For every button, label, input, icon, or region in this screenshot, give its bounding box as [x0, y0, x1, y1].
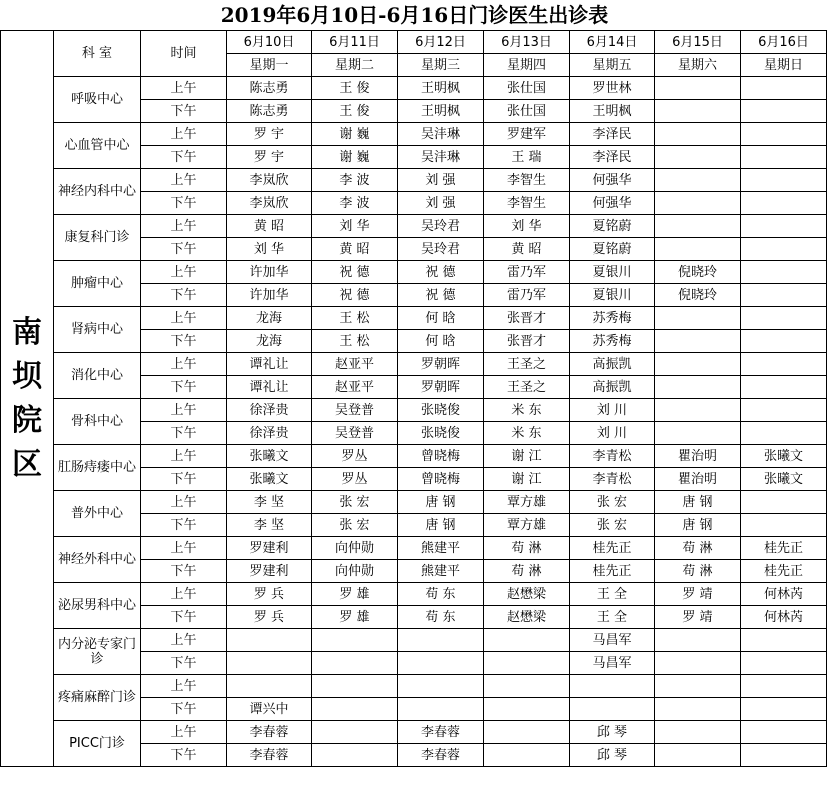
doctor-cell	[741, 238, 827, 261]
doctor-cell	[570, 675, 655, 698]
table-row	[1, 537, 827, 560]
doctor-cell: 罗丛	[312, 445, 398, 468]
doctor-cell: 王 全	[570, 606, 655, 629]
doctor-cell: 李 波	[312, 192, 398, 215]
campus-char: 南	[12, 314, 42, 350]
weekday-header: 星期五	[570, 54, 655, 77]
doctor-cell: 张曦文	[227, 468, 312, 491]
doctor-cell	[741, 376, 827, 399]
doctor-cell	[655, 146, 741, 169]
doctor-cell: 桂先正	[570, 537, 655, 560]
doctor-cell: 赵懋梁	[484, 583, 570, 606]
doctor-cell: 唐 钢	[655, 491, 741, 514]
doctor-cell: 龙海	[227, 307, 312, 330]
doctor-cell: 邱 琴	[570, 721, 655, 744]
doctor-cell	[398, 675, 484, 698]
doctor-cell	[312, 652, 398, 675]
doctor-cell	[312, 721, 398, 744]
session-time: 下午	[141, 422, 227, 445]
session-time: 上午	[141, 261, 227, 284]
doctor-cell: 熊建平	[398, 560, 484, 583]
session-time: 下午	[141, 330, 227, 353]
doctor-cell: 王明枫	[570, 100, 655, 123]
doctor-cell: 张晋才	[484, 307, 570, 330]
department-name: 肾病中心	[54, 307, 141, 353]
session-time: 上午	[141, 445, 227, 468]
doctor-cell: 罗丛	[312, 468, 398, 491]
doctor-cell: 唐 钢	[398, 514, 484, 537]
doctor-cell: 苟 东	[398, 583, 484, 606]
session-time: 上午	[141, 307, 227, 330]
doctor-cell: 王圣之	[484, 353, 570, 376]
doctor-cell	[312, 675, 398, 698]
weekday-header: 星期三	[398, 54, 484, 77]
doctor-cell	[655, 307, 741, 330]
doctor-cell: 李 坚	[227, 514, 312, 537]
doctor-cell	[484, 721, 570, 744]
doctor-cell: 何 晗	[398, 330, 484, 353]
doctor-cell: 谢 巍	[312, 123, 398, 146]
session-time: 上午	[141, 123, 227, 146]
doctor-cell: 李春蓉	[398, 721, 484, 744]
doctor-cell: 张曦文	[227, 445, 312, 468]
doctor-cell: 张晋才	[484, 330, 570, 353]
department-name: 神经外科中心	[54, 537, 141, 583]
doctor-cell: 何强华	[570, 169, 655, 192]
doctor-cell: 苟 淋	[484, 560, 570, 583]
schedule-body	[1, 31, 827, 767]
doctor-cell: 罗朝晖	[398, 353, 484, 376]
doctor-cell: 高振凯	[570, 376, 655, 399]
campus-label	[1, 31, 54, 767]
doctor-cell	[655, 652, 741, 675]
doctor-cell: 黄 昭	[227, 215, 312, 238]
doctor-cell: 桂先正	[741, 537, 827, 560]
campus-char: 区	[12, 446, 42, 482]
doctor-cell: 王明枫	[398, 100, 484, 123]
doctor-cell: 张 宏	[312, 514, 398, 537]
doctor-cell: 吴玲君	[398, 238, 484, 261]
doctor-cell	[398, 652, 484, 675]
session-time: 下午	[141, 606, 227, 629]
doctor-cell: 罗 兵	[227, 606, 312, 629]
doctor-cell	[741, 192, 827, 215]
doctor-cell: 陈志勇	[227, 77, 312, 100]
date-header: 6月13日	[484, 31, 570, 54]
table-row	[1, 261, 827, 284]
doctor-cell: 许加华	[227, 284, 312, 307]
doctor-cell	[741, 675, 827, 698]
doctor-cell: 王 俊	[312, 77, 398, 100]
doctor-cell	[655, 123, 741, 146]
doctor-cell: 李岚欣	[227, 169, 312, 192]
doctor-cell	[741, 721, 827, 744]
doctor-cell: 张晓俊	[398, 399, 484, 422]
doctor-cell: 吴玲君	[398, 215, 484, 238]
session-time: 上午	[141, 675, 227, 698]
doctor-cell: 赵亚平	[312, 376, 398, 399]
doctor-cell: 米 东	[484, 422, 570, 445]
doctor-cell: 桂先正	[570, 560, 655, 583]
doctor-cell: 李春蓉	[227, 721, 312, 744]
doctor-cell	[484, 744, 570, 767]
doctor-cell	[312, 629, 398, 652]
doctor-cell	[741, 698, 827, 721]
doctor-cell: 吴沣琳	[398, 146, 484, 169]
session-time: 下午	[141, 192, 227, 215]
doctor-cell: 王 俊	[312, 100, 398, 123]
doctor-cell: 雷乃军	[484, 261, 570, 284]
department-name: 骨科中心	[54, 399, 141, 445]
doctor-cell: 罗 靖	[655, 583, 741, 606]
doctor-cell: 罗朝晖	[398, 376, 484, 399]
doctor-cell: 吴登普	[312, 422, 398, 445]
doctor-cell: 苟 淋	[655, 537, 741, 560]
doctor-cell: 黄 昭	[312, 238, 398, 261]
date-header: 6月11日	[312, 31, 398, 54]
doctor-cell: 李春蓉	[398, 744, 484, 767]
doctor-cell: 王 瑞	[484, 146, 570, 169]
doctor-cell: 曾晓梅	[398, 445, 484, 468]
department-name: 肿瘤中心	[54, 261, 141, 307]
doctor-cell: 唐 钢	[398, 491, 484, 514]
doctor-cell	[570, 698, 655, 721]
doctor-cell: 米 东	[484, 399, 570, 422]
doctor-cell	[655, 330, 741, 353]
doctor-cell: 罗 宇	[227, 123, 312, 146]
doctor-cell: 陈志勇	[227, 100, 312, 123]
doctor-cell: 向仲勋	[312, 537, 398, 560]
department-name: 神经内科中心	[54, 169, 141, 215]
session-time: 下午	[141, 744, 227, 767]
doctor-cell	[741, 491, 827, 514]
doctor-cell	[741, 514, 827, 537]
doctor-cell	[484, 629, 570, 652]
doctor-cell: 谭礼让	[227, 353, 312, 376]
session-time: 下午	[141, 698, 227, 721]
session-time: 下午	[141, 100, 227, 123]
doctor-cell: 罗 雄	[312, 583, 398, 606]
doctor-cell: 张仕国	[484, 77, 570, 100]
session-time: 下午	[141, 652, 227, 675]
doctor-cell	[741, 146, 827, 169]
campus-char: 院	[12, 402, 42, 438]
doctor-cell: 熊建平	[398, 537, 484, 560]
doctor-cell: 李泽民	[570, 123, 655, 146]
doctor-cell: 徐泽贵	[227, 399, 312, 422]
session-time: 上午	[141, 169, 227, 192]
doctor-cell	[227, 675, 312, 698]
doctor-cell: 祝 德	[312, 261, 398, 284]
doctor-cell	[655, 100, 741, 123]
doctor-cell: 雷乃军	[484, 284, 570, 307]
doctor-cell: 刘 川	[570, 399, 655, 422]
session-time: 上午	[141, 721, 227, 744]
doctor-cell: 夏铭蔚	[570, 238, 655, 261]
doctor-cell	[655, 422, 741, 445]
date-header: 6月12日	[398, 31, 484, 54]
doctor-cell	[741, 215, 827, 238]
doctor-cell: 罗 兵	[227, 583, 312, 606]
doctor-cell: 刘 华	[484, 215, 570, 238]
doctor-cell: 夏银川	[570, 284, 655, 307]
doctor-cell: 张 宏	[570, 491, 655, 514]
doctor-cell: 覃方雄	[484, 514, 570, 537]
weekday-header: 星期二	[312, 54, 398, 77]
doctor-cell	[655, 238, 741, 261]
doctor-cell: 李 波	[312, 169, 398, 192]
department-name: 疼痛麻醉门诊	[54, 675, 141, 721]
table-row	[1, 353, 827, 376]
dept-header: 科 室	[54, 31, 141, 77]
table-row	[1, 307, 827, 330]
table-row	[1, 491, 827, 514]
department-name: PICC门诊	[54, 721, 141, 767]
session-time: 上午	[141, 491, 227, 514]
doctor-cell: 马昌军	[570, 652, 655, 675]
session-time: 下午	[141, 376, 227, 399]
doctor-cell	[741, 330, 827, 353]
doctor-cell: 罗世林	[570, 77, 655, 100]
doctor-cell	[741, 284, 827, 307]
doctor-cell: 黄 昭	[484, 238, 570, 261]
doctor-cell	[741, 744, 827, 767]
doctor-cell: 何林芮	[741, 583, 827, 606]
doctor-cell: 张 宏	[570, 514, 655, 537]
date-header: 6月16日	[741, 31, 827, 54]
doctor-cell: 李 坚	[227, 491, 312, 514]
department-name: 普外中心	[54, 491, 141, 537]
doctor-cell: 苏秀梅	[570, 330, 655, 353]
doctor-cell	[227, 652, 312, 675]
doctor-cell: 李春蓉	[227, 744, 312, 767]
doctor-cell	[398, 698, 484, 721]
doctor-cell	[655, 675, 741, 698]
doctor-cell: 何 晗	[398, 307, 484, 330]
doctor-cell: 李智生	[484, 192, 570, 215]
doctor-cell	[312, 744, 398, 767]
doctor-cell: 罗 宇	[227, 146, 312, 169]
doctor-cell: 桂先正	[741, 560, 827, 583]
doctor-cell: 谢 巍	[312, 146, 398, 169]
doctor-cell	[655, 215, 741, 238]
doctor-cell: 罗 雄	[312, 606, 398, 629]
doctor-cell	[741, 169, 827, 192]
doctor-cell: 张晓俊	[398, 422, 484, 445]
doctor-cell	[398, 629, 484, 652]
weekday-header: 星期四	[484, 54, 570, 77]
doctor-cell	[741, 261, 827, 284]
doctor-cell: 苟 淋	[484, 537, 570, 560]
doctor-cell: 苟 淋	[655, 560, 741, 583]
doctor-cell	[655, 698, 741, 721]
table-row	[1, 123, 827, 146]
doctor-cell: 罗 靖	[655, 606, 741, 629]
doctor-cell	[655, 169, 741, 192]
doctor-cell: 王 松	[312, 307, 398, 330]
doctor-cell	[655, 399, 741, 422]
doctor-cell: 苏秀梅	[570, 307, 655, 330]
doctor-cell	[741, 100, 827, 123]
time-header: 时间	[141, 31, 227, 77]
doctor-cell: 李青松	[570, 468, 655, 491]
table-row	[1, 675, 827, 698]
session-time: 下午	[141, 514, 227, 537]
department-name: 泌尿男科中心	[54, 583, 141, 629]
doctor-cell: 张曦文	[741, 468, 827, 491]
doctor-cell: 倪晓玲	[655, 261, 741, 284]
doctor-cell: 向仲勋	[312, 560, 398, 583]
doctor-cell: 夏铭蔚	[570, 215, 655, 238]
session-time: 下午	[141, 468, 227, 491]
doctor-cell: 刘 华	[312, 215, 398, 238]
doctor-cell	[655, 353, 741, 376]
table-row	[1, 215, 827, 238]
doctor-cell	[741, 307, 827, 330]
doctor-cell: 刘 强	[398, 169, 484, 192]
session-time: 上午	[141, 583, 227, 606]
doctor-cell: 何林芮	[741, 606, 827, 629]
session-time: 上午	[141, 353, 227, 376]
doctor-cell: 李岚欣	[227, 192, 312, 215]
doctor-cell: 谭兴中	[227, 698, 312, 721]
doctor-cell: 刘 川	[570, 422, 655, 445]
doctor-cell: 马昌军	[570, 629, 655, 652]
doctor-cell: 王明枫	[398, 77, 484, 100]
doctor-cell: 曾晓梅	[398, 468, 484, 491]
doctor-cell	[484, 652, 570, 675]
table-row	[1, 169, 827, 192]
doctor-cell	[312, 698, 398, 721]
doctor-cell	[655, 629, 741, 652]
doctor-cell: 倪晓玲	[655, 284, 741, 307]
doctor-cell	[741, 629, 827, 652]
doctor-cell: 何强华	[570, 192, 655, 215]
doctor-cell: 吴登普	[312, 399, 398, 422]
weekday-header: 星期六	[655, 54, 741, 77]
weekday-header: 星期一	[227, 54, 312, 77]
doctor-cell: 赵亚平	[312, 353, 398, 376]
doctor-cell: 罗建利	[227, 537, 312, 560]
department-name: 消化中心	[54, 353, 141, 399]
doctor-cell: 祝 德	[398, 284, 484, 307]
doctor-cell: 许加华	[227, 261, 312, 284]
doctor-cell	[655, 376, 741, 399]
doctor-cell: 王圣之	[484, 376, 570, 399]
doctor-cell: 祝 德	[398, 261, 484, 284]
doctor-cell	[655, 77, 741, 100]
doctor-cell: 吴沣琳	[398, 123, 484, 146]
doctor-cell: 罗建军	[484, 123, 570, 146]
doctor-cell: 谢 江	[484, 445, 570, 468]
doctor-cell: 苟 东	[398, 606, 484, 629]
doctor-cell	[227, 629, 312, 652]
session-time: 下午	[141, 284, 227, 307]
session-time: 下午	[141, 238, 227, 261]
doctor-cell: 罗建利	[227, 560, 312, 583]
department-name: 心血管中心	[54, 123, 141, 169]
session-time: 上午	[141, 537, 227, 560]
department-name: 康复科门诊	[54, 215, 141, 261]
doctor-cell: 刘 强	[398, 192, 484, 215]
doctor-cell: 谭礼让	[227, 376, 312, 399]
doctor-cell: 李青松	[570, 445, 655, 468]
department-name: 呼吸中心	[54, 77, 141, 123]
table-row	[1, 721, 827, 744]
doctor-cell	[655, 721, 741, 744]
table-row	[1, 629, 827, 652]
page-title: 2019年6月10日-6月16日门诊医生出诊表	[220, 3, 609, 27]
doctor-cell	[655, 744, 741, 767]
date-header: 6月14日	[570, 31, 655, 54]
doctor-cell: 赵懋梁	[484, 606, 570, 629]
session-time: 上午	[141, 77, 227, 100]
doctor-cell: 龙海	[227, 330, 312, 353]
doctor-cell	[655, 192, 741, 215]
department-name: 内分泌专家门诊	[54, 629, 141, 675]
doctor-cell: 谢 江	[484, 468, 570, 491]
doctor-cell: 瞿治明	[655, 445, 741, 468]
doctor-cell: 张仕国	[484, 100, 570, 123]
doctor-cell: 徐泽贵	[227, 422, 312, 445]
doctor-cell	[484, 698, 570, 721]
date-header: 6月10日	[227, 31, 312, 54]
doctor-cell: 唐 钢	[655, 514, 741, 537]
date-header: 6月15日	[655, 31, 741, 54]
doctor-cell	[741, 353, 827, 376]
doctor-cell: 邱 琴	[570, 744, 655, 767]
table-row	[1, 399, 827, 422]
department-name: 肛肠痔瘘中心	[54, 445, 141, 491]
doctor-cell	[741, 399, 827, 422]
doctor-cell	[484, 675, 570, 698]
doctor-cell: 李智生	[484, 169, 570, 192]
table-row	[1, 445, 827, 468]
doctor-cell: 王 全	[570, 583, 655, 606]
doctor-cell	[741, 422, 827, 445]
doctor-cell: 瞿治明	[655, 468, 741, 491]
header-row-dates	[1, 31, 827, 54]
doctor-cell	[741, 123, 827, 146]
doctor-cell: 王 松	[312, 330, 398, 353]
doctor-cell: 张 宏	[312, 491, 398, 514]
doctor-cell: 李泽民	[570, 146, 655, 169]
session-time: 上午	[141, 629, 227, 652]
doctor-cell: 张曦文	[741, 445, 827, 468]
doctor-cell: 覃方雄	[484, 491, 570, 514]
doctor-cell: 祝 德	[312, 284, 398, 307]
table-row	[1, 583, 827, 606]
session-time: 下午	[141, 560, 227, 583]
doctor-cell	[741, 652, 827, 675]
campus-char: 坝	[12, 358, 42, 394]
session-time: 上午	[141, 399, 227, 422]
session-time: 下午	[141, 146, 227, 169]
weekday-header: 星期日	[741, 54, 827, 77]
doctor-cell: 夏银川	[570, 261, 655, 284]
doctor-cell: 刘 华	[227, 238, 312, 261]
doctor-cell	[741, 77, 827, 100]
table-row	[1, 77, 827, 100]
session-time: 上午	[141, 215, 227, 238]
doctor-cell: 高振凯	[570, 353, 655, 376]
schedule-table	[0, 30, 827, 767]
